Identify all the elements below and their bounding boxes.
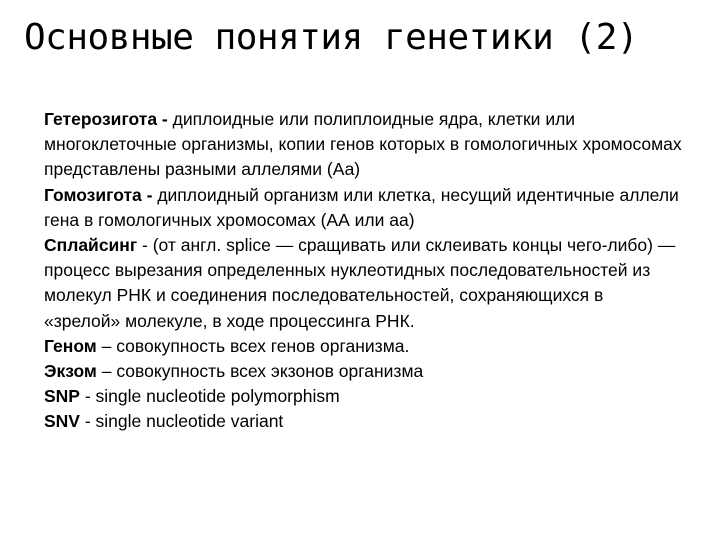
term-heterozygote: Гетерозигота - bbox=[44, 109, 168, 129]
slide-title: Основные понятия генетики (2) bbox=[24, 17, 639, 58]
definition-exome bbox=[44, 359, 684, 384]
definition-genome bbox=[44, 334, 684, 359]
term-splicing: Сплайсинг bbox=[44, 235, 138, 256]
term-snp: SNP bbox=[44, 386, 80, 407]
term-snv: SNV bbox=[44, 411, 80, 432]
definition-homozygote bbox=[44, 183, 684, 233]
definition-text: - single nucleotide variant bbox=[79, 411, 284, 432]
definition-text: диплоидный организм или клетка, несущий идентичные аллели гена в гомологичных хромосомах (АА или аа) bbox=[44, 184, 679, 230]
term-homozygote: Гомозигота - bbox=[44, 184, 153, 205]
definition-text: – совокупность всех генов организма. bbox=[96, 335, 410, 356]
definition-snv bbox=[44, 409, 684, 434]
definition-snp bbox=[44, 384, 684, 409]
definition-text: – совокупность всех экзонов организма bbox=[96, 361, 424, 382]
definition-text: диплоидные или полиплоидные ядра, клетки или многоклеточные организмы, копии генов которых в гомологичных хромосомах представлены разными аллелями (Аа) bbox=[44, 109, 682, 180]
term-exome: Экзом bbox=[44, 361, 97, 382]
definition-text: - single nucleotide polymorphism bbox=[79, 386, 340, 407]
definition-heterozygote bbox=[44, 107, 684, 183]
term-genome: Геном bbox=[44, 335, 97, 356]
definition-text: - (от англ. splice — сращивать или склеивать концы чего-либо) — процесс вырезания определенных нуклеотидных последовательностей из молекул РНК и соединения последовательностей, сохраняющихся в «зрелой» молекуле, в ходе процессинга РНК. bbox=[44, 235, 676, 331]
definition-splicing bbox=[44, 233, 684, 334]
definitions-list bbox=[44, 107, 684, 435]
